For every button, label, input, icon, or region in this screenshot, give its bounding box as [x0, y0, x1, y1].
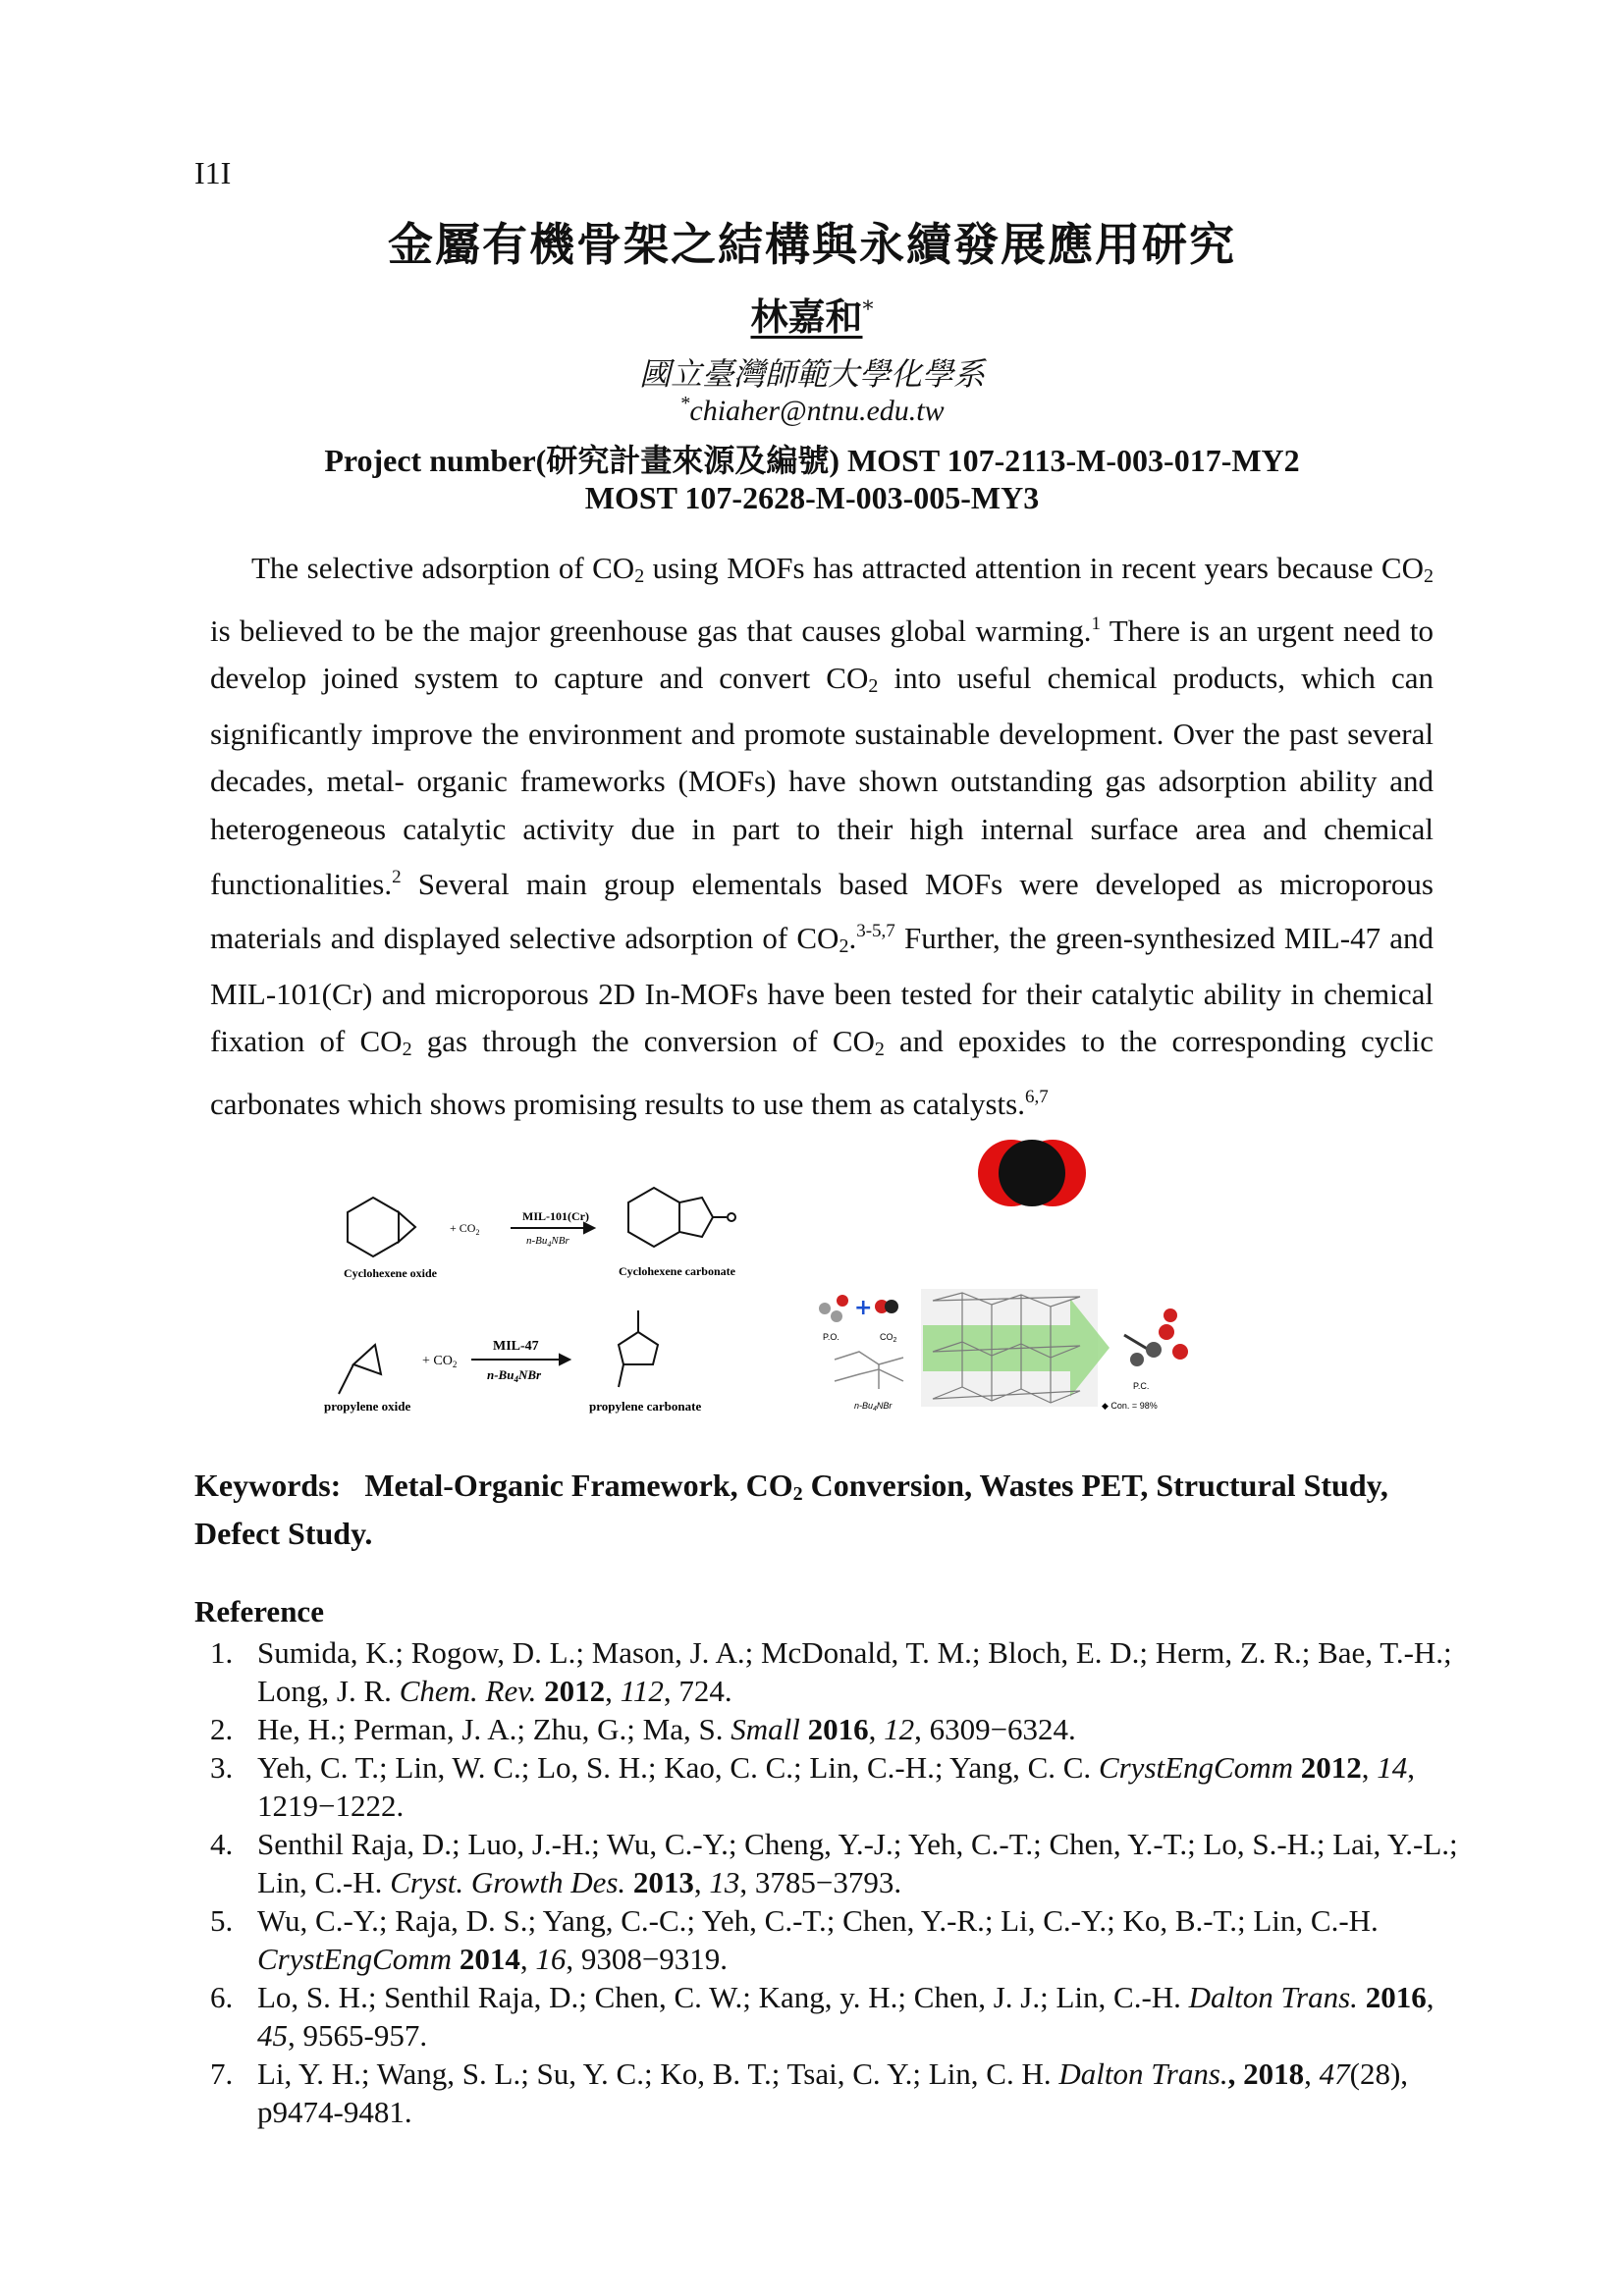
arrow-1-head [584, 1223, 594, 1233]
project-number-line-1: Project number(研究計畫來源及編號) MOST 107-2113-M-003-017-MY2 [324, 443, 1300, 478]
author [0, 287, 1624, 341]
reference-item: 7. Li, Y. H.; Wang, S. L.; Su, Y. C.; Ko, B. T.; Tsai, C. Y.; Lin, C. H. Dalton Trans., 2018, 47(28), p9474-9481. [210, 2056, 1409, 2129]
nbu4nbr-label: $n-Bu_4NBr$ [854, 1401, 893, 1413]
affiliation: 國立臺灣師範大學化學系 [638, 355, 985, 393]
email-mark: * [679, 393, 690, 414]
reference-item: 6. Lo, S. H.; Senthil Raja, D.; Chen, C. W.; Kang, y. H.; Chen, J. J.; Lin, C.-H. Dalton Trans. 2016, 45, 9565-957. [210, 1980, 1435, 2053]
salt-1-label: $n-Bu_4NBr$ [526, 1235, 569, 1249]
author-mark: * [862, 297, 874, 323]
project-number-line-2: MOST 107-2628-M-003-005-MY3 [584, 480, 1040, 515]
abstract-body [210, 545, 1434, 1129]
carbonate-cyclohexane [628, 1188, 679, 1247]
methyl-bond [339, 1364, 353, 1394]
reactant-2-label: propylene oxide [324, 1399, 411, 1414]
svg-text:+: + [854, 1296, 873, 1320]
email [0, 393, 1624, 428]
pc-label: P.C. [1133, 1381, 1150, 1391]
epoxide-ring [399, 1212, 415, 1242]
arrow-2-head [560, 1355, 569, 1364]
propylene-carbonate-ring [619, 1332, 658, 1364]
plus-co2-2: + $CO_2$ [422, 1354, 458, 1369]
propylene-epoxide [353, 1345, 381, 1374]
reference-item: 2. He, H.; Perman, J. A.; Zhu, G.; Ma, S. Small 2016, 12, 6309−6324. [210, 1712, 1076, 1746]
co2-label: $CO_2$ [880, 1332, 897, 1344]
carbonate-ring [679, 1198, 713, 1237]
page-title: 金屬有機骨架之結構與永續發展應用研究 [388, 218, 1236, 271]
author-name: 林嘉和 [750, 294, 863, 339]
cyclohexene-ring [348, 1198, 399, 1256]
reactant-1-label: Cyclohexene oxide [344, 1266, 437, 1280]
mof-catalysis-graphic [819, 1289, 1188, 1413]
reference-list [210, 1633, 1477, 2131]
catalyst-2-label: MIL-47 [493, 1339, 539, 1354]
product-2-label: propylene carbonate [589, 1399, 702, 1414]
reaction-scheme-figure [324, 1124, 1306, 1468]
co2-space-filling-model [978, 1140, 1086, 1206]
keywords-label: Keywords: [194, 1468, 342, 1503]
abstract-paragraph: The selective adsorption of $CO_2$ using MOFs has attracted attention in recent years because $CO_2$ is believed to be the major greenhouse gas that causes global warming.$^1$ There is an urgent need to develop joined system to capture and convert $CO_2$ into useful chemical products, which can significantly improve the environment and promote sustainable development. Over the past several decades, metal- organic frameworks (MOFs) have shown outstanding gas adsorption ability and heterogeneous catalytic activity due in part to their high internal surface area and chemical functionalities.$^2$ Several main group elementals based MOFs were developed as microporous materials and displayed selective adsorption of $CO_2.^{3-5,7}$ Further, the green-synthesized MIL-47 and MIL-101(Cr) and microporous 2D In-MOFs have been tested for their catalytic ability in chemical fixation of $CO_2$ gas through the conversion of $CO_2$ and epoxides to the corresponding cyclic carbonates which shows promising results to use them as catalysts.$^{6,7}$ [210, 551, 1435, 1121]
reference-item: 4. Senthil Raja, D.; Luo, J.-H.; Wu, C.-Y.; Cheng, Y.-J.; Yeh, C.-T.; Chen, Y.-T.; Lo, S.-H.; Lai, Y.-L.; Lin, C.-H. Cryst. Growth Des. 2013, 13, 3785−3793. [210, 1827, 1458, 1899]
plus-co2-1: + $CO_2$ [450, 1221, 480, 1237]
reference-item: 3. Yeh, C. T.; Lin, W. C.; Lo, S. H.; Kao, C. C.; Lin, C.-H.; Yang, C. C. CrystEngComm 2012, 14, 1219−1222. [210, 1750, 1416, 1823]
reference-item: 5. Wu, C.-Y.; Raja, D. S.; Yang, C.-C.; Yeh, C.-T.; Chen, Y.-R.; Li, C.-Y.; Ko, B.-T.; Lin, C.-H. CrystEngComm 2014, 16, 9308−9319. [210, 1903, 1379, 1976]
abstract-code: I1I [194, 155, 232, 190]
salt-2-label: $n-Bu_4NBr$ [487, 1367, 542, 1384]
nbu4nbr-structure [835, 1352, 903, 1389]
pc-methyl [619, 1364, 623, 1387]
catalyst-1-label: MIL-101(Cr) [522, 1209, 589, 1223]
po-label: P.O. [823, 1332, 839, 1342]
email-address: chiaher@ntnu.edu.tw [689, 395, 945, 427]
reference-item: 1. Sumida, K.; Rogow, D. L.; Mason, J. A.; McDonald, T. M.; Bloch, E. D.; Herm, Z. R.; Bae, T.-H.; Long, J. R. Chem. Rev. 2012, 112, 724. [210, 1635, 1452, 1708]
conversion-label: ◆ Con. = 98% [1102, 1401, 1158, 1411]
product-1-label: Cyclohexene carbonate [619, 1264, 735, 1278]
keywords: Keywords: Metal-Organic Framework, $CO_2$ Conversion, Wastes PET, Structural Study, Defect Study. [194, 1468, 1388, 1551]
reference-heading: Reference [194, 1594, 324, 1629]
carbonyl-oxygen [728, 1213, 735, 1221]
